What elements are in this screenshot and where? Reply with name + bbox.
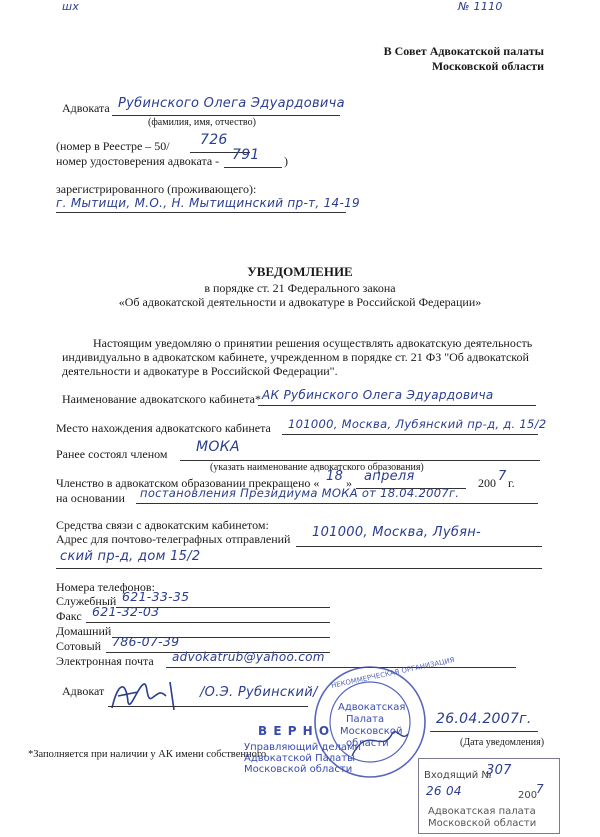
incoming-stamp-label: Входящий № — [424, 770, 492, 781]
top-scribble-right: № 1110 — [458, 0, 503, 13]
verno-stamp-title: В Е Р Н О — [258, 724, 331, 738]
cabinet-location-line — [282, 434, 538, 435]
postal-handwritten-2: ский пр-д, дом 15/2 — [60, 549, 201, 564]
cabinet-location-label: Место нахождения адвокатского кабинета — [56, 421, 271, 435]
lawyer-name-line — [112, 115, 340, 116]
terminated-mid: » — [346, 476, 352, 490]
fax-label: Факс — [56, 609, 82, 623]
cabinet-name-handwritten: АК Рубинского Олега Эдуардовича — [262, 388, 494, 402]
postal-handwritten-1: 101000, Москва, Лубян- — [312, 525, 482, 540]
round-stamp-line4: области — [346, 738, 389, 749]
terminated-month-handwritten: апреля — [364, 469, 415, 484]
postal-label: Адрес для почтово-телеграфных отправлений — [56, 532, 291, 546]
notice-body-3: деятельности и адвокатуре в Российской Федерации". — [62, 364, 338, 378]
lawyer-name-handwritten: Рубинского Олега Эдуардовича — [118, 96, 345, 111]
signature-name-handwritten: /О.Э. Рубинский/ — [200, 685, 318, 700]
fax-handwritten: 621-32-03 — [92, 604, 160, 619]
round-stamp-line1: Адвокатская — [338, 702, 406, 713]
office-phone-handwritten: 621-33-35 — [122, 589, 190, 604]
footnote: *Заполняется при наличии у АК имени собственного — [28, 749, 267, 760]
terminated-end: г. — [508, 476, 515, 490]
terminated-label: Членство в адвокатском образовании прекращено « — [56, 476, 320, 490]
postal-line-1 — [296, 546, 542, 547]
lawyer-name-caption: (фамилия, имя, отчество) — [148, 117, 256, 128]
top-scribble-left: шх — [62, 0, 80, 13]
terminated-day-handwritten: 18 — [326, 469, 344, 484]
cert-label: номер удостоверения адвоката - — [56, 154, 220, 168]
registry-label: (номер в Реестре – 50/ — [56, 139, 170, 153]
email-label: Электронная почта — [56, 654, 154, 668]
notice-subtitle-2: «Об адвокатской деятельности и адвокатуре в Российской Федерации» — [118, 295, 482, 309]
former-member-caption: (указать наименование адвокатского образования) — [210, 462, 424, 473]
date-caption: (Дата уведомления) — [460, 737, 545, 748]
round-stamp-line3: Московской — [340, 726, 403, 737]
address-label: зарегистрированного (проживающего): — [56, 182, 257, 196]
signature-line — [108, 706, 308, 707]
former-member-line — [180, 460, 540, 461]
incoming-stamp-date-handwritten: 26 04 — [426, 784, 462, 798]
lawyer-label: Адвоката — [62, 101, 110, 115]
addressee-line1: В Совет Адвокатской палаты — [383, 44, 544, 58]
terminated-year: 200 — [478, 476, 496, 490]
signature-scribble-icon — [108, 672, 198, 716]
postal-line-2 — [56, 568, 542, 569]
registry-number-handwritten: 726 — [200, 132, 228, 148]
round-stamp-ring-text: НЕКОММЕРЧЕСКАЯ ОРГАНИЗАЦИЯ — [330, 656, 456, 691]
office-phone-label: Служебный — [56, 594, 117, 608]
phones-label: Номера телефонов: — [56, 580, 155, 594]
former-member-label: Ранее состоял членом — [56, 447, 168, 461]
former-member-handwritten: МОКА — [196, 439, 240, 455]
notice-title: УВЕДОМЛЕНИЕ — [247, 264, 353, 279]
email-handwritten: advokatrub@yahoo.com — [172, 650, 325, 664]
basis-handwritten: постановления Президиума МОКА от 18.04.2007г. — [140, 486, 460, 500]
round-stamp-line2: Палата — [346, 714, 385, 725]
incoming-stamp-number-handwritten: 307 — [486, 763, 512, 778]
basis-line — [136, 503, 538, 504]
cabinet-name-label: Наименование адвокатского кабинета* — [62, 392, 261, 406]
cabinet-location-handwritten: 101000, Москва, Лубянский пр-д, д. 15/2 — [288, 417, 547, 431]
addressee-line2: Московской области — [431, 59, 544, 73]
date-handwritten: 26.04.2007г. — [436, 711, 532, 727]
cabinet-name-line — [258, 405, 536, 406]
notice-body-2: индивидуально в адвокатском кабинете, учрежденном в порядке ст. 21 ФЗ "Об адвокатской — [62, 350, 529, 364]
incoming-stamp-org2: Московской области — [428, 818, 537, 829]
incoming-stamp-org1: Адвокатская палата — [428, 806, 536, 817]
home-phone-label: Домашний — [56, 624, 112, 638]
notice-body-1: Настоящим уведомляю о принятии решения осуществлять адвокатскую деятельность — [93, 336, 533, 350]
signature-label: Адвокат — [62, 684, 105, 698]
mobile-phone-handwritten: 786-07-39 — [112, 634, 180, 649]
terminated-year-handwritten: 7 — [498, 469, 507, 484]
address-handwritten: г. Мытищи, М.О., Н. Мытищинский пр-т, 14-19 — [56, 196, 360, 210]
fax-line — [86, 622, 330, 623]
verno-stamp-line1: Управляющий делами — [244, 742, 362, 753]
basis-label: на основании — [56, 491, 125, 505]
cert-line — [224, 167, 282, 168]
notice-subtitle-1: в порядке ст. 21 Федерального закона — [204, 281, 396, 295]
incoming-stamp-year: 200 — [518, 790, 538, 801]
verno-stamp-line3: Московской области — [244, 764, 353, 775]
date-line — [430, 731, 538, 732]
cert-close: ) — [284, 154, 288, 168]
cert-number-handwritten: 791 — [232, 147, 260, 163]
address-line — [56, 212, 346, 213]
contacts-header: Средства связи с адвокатским кабинетом: — [56, 518, 269, 532]
mobile-phone-label: Сотовый — [56, 639, 102, 653]
verno-stamp-line2: Адвокатской Палаты — [244, 753, 355, 764]
incoming-stamp-year-handwritten: 7 — [536, 782, 544, 796]
